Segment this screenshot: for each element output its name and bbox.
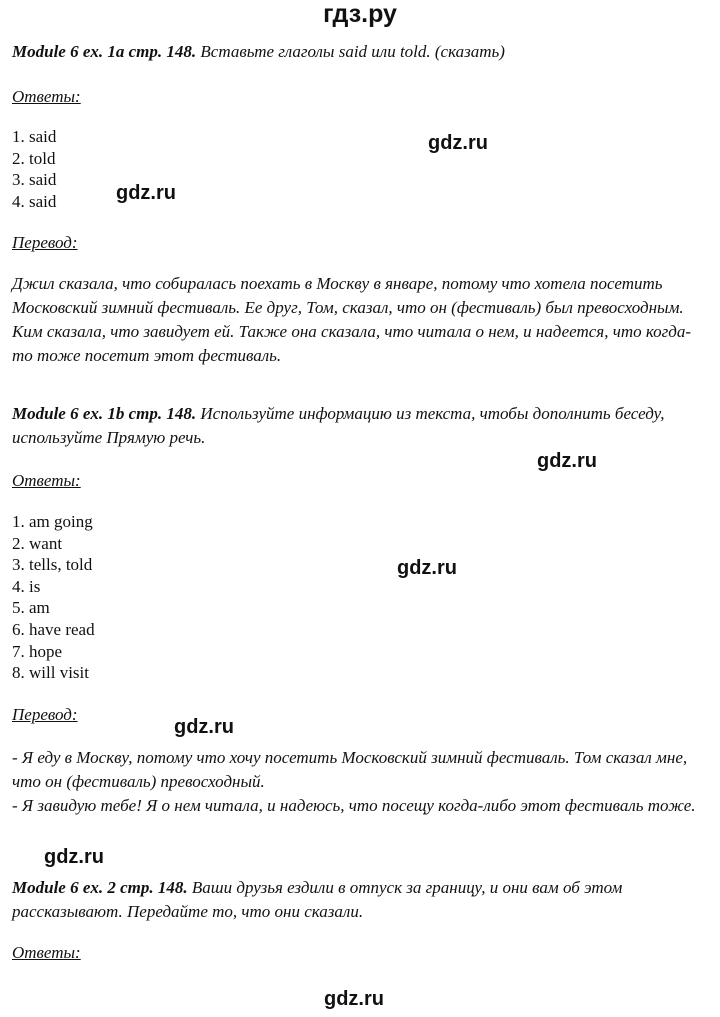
watermark: gdz.ru	[116, 182, 176, 204]
section3-answers-label: Ответы:	[12, 943, 81, 962]
section2-heading-lead: Module 6 ex. 1b стр. 148.	[12, 404, 197, 423]
list-item: 4. said	[12, 191, 57, 211]
list-item: 1. am going	[12, 512, 93, 531]
list-item: 2. told	[12, 148, 56, 168]
section2-heading-text: Используйте информацию из текста, чтобы дополнить беседу, используйте Прямую речь.	[12, 404, 665, 447]
list-item: 1. said	[12, 127, 57, 146]
section3-heading-text: Ваши друзья ездили в отпуск за границу, и они вам об этом рассказывают. Передайте то, что они сказали.	[12, 878, 623, 921]
section2-translation-label: Перевод:	[12, 705, 78, 724]
list-item: 6. have read	[12, 619, 95, 639]
list-item: 7. hope	[12, 641, 63, 661]
section2-translation	[12, 746, 702, 818]
watermark: gdz.ru	[174, 716, 234, 738]
section1-heading	[12, 40, 712, 64]
section2-heading	[12, 402, 702, 450]
list-item: 2. want	[12, 533, 63, 553]
list-item: 5. am	[12, 598, 50, 618]
watermark: gdz.ru	[324, 988, 384, 1010]
list-item: 3. said	[12, 170, 57, 190]
section1-answers-label: Ответы:	[12, 87, 81, 106]
section2-answers-label: Ответы:	[12, 471, 81, 490]
section3-heading	[12, 876, 702, 924]
watermark: gdz.ru	[44, 846, 104, 868]
site-title: гдз.ру	[323, 0, 397, 28]
section1-heading-lead: Module 6 ex. 1a стр. 148.	[12, 42, 197, 61]
dialogue-line: - Я еду в Москву, потому что хочу посетить Московский зимний фестиваль. Том сказал мне, что он (фестиваль) превосходный.	[12, 748, 688, 791]
watermark: gdz.ru	[428, 132, 488, 154]
watermark: gdz.ru	[537, 450, 597, 472]
watermark: gdz.ru	[397, 557, 457, 579]
section2-answers-list	[12, 511, 712, 684]
list-item: 3. tells, told	[12, 555, 93, 575]
list-item: 8. will visit	[12, 663, 89, 683]
section3-heading-lead: Module 6 ex. 2 стр. 148.	[12, 878, 188, 897]
section1-translation: Джил сказала, что собиралась поехать в Москву в январе, потому что хотела посетить Московский зимний фестиваль. Ее друг, Том, сказал, что он (фестиваль) был превосходным. Ким сказала, что завидует ей. Также она сказала, что читала о нем, и надеется, что когда-то тоже посетит этот фестиваль.	[12, 274, 692, 365]
dialogue-line: - Я завидую тебе! Я о нем читала, и надеюсь, что посещу когда-либо этот фестиваль тоже.	[12, 796, 696, 815]
section1-heading-text: Вставьте глаголы said или told. (сказать)	[196, 42, 505, 61]
list-item: 4. is	[12, 576, 41, 596]
section1-translation-label: Перевод:	[12, 233, 78, 252]
